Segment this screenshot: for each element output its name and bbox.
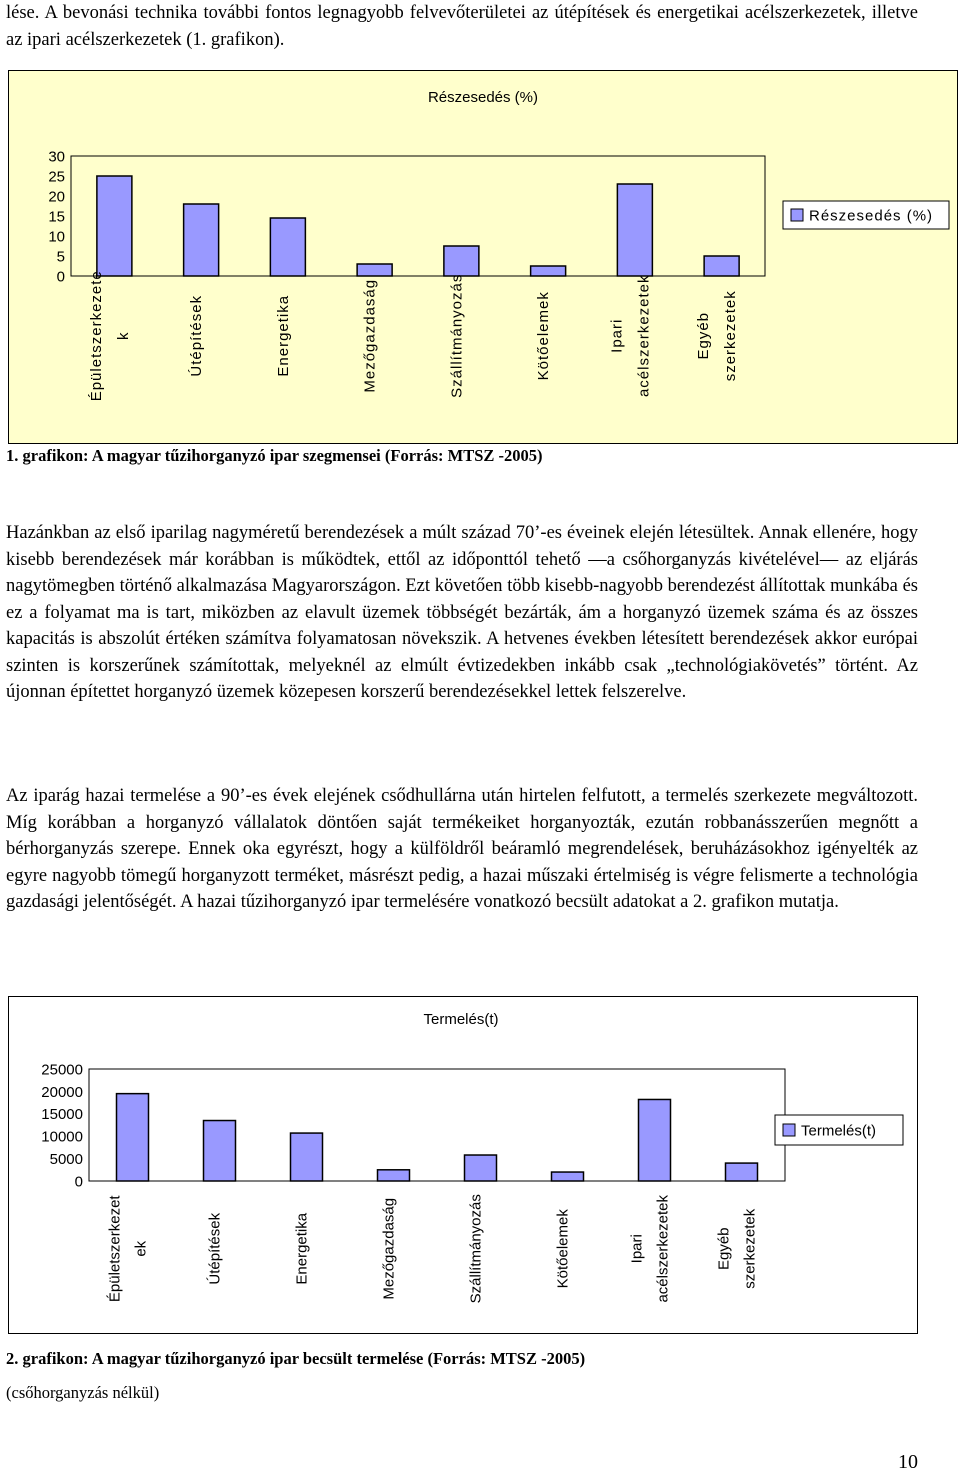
bar-7 xyxy=(617,184,652,276)
chart-title: Részesedés (%) xyxy=(427,89,539,106)
chart-2-svg xyxy=(9,997,917,1333)
chart-background xyxy=(9,71,957,443)
chart-1-caption: 1. grafikon: A magyar tűzihorganyzó ipar szegmensei (Forrás: MTSZ -2005) xyxy=(6,446,543,465)
x-category-label: Ipari xyxy=(628,1234,646,1264)
x-category-label: szerkezetek xyxy=(722,290,740,382)
y-tick-label: 10000 xyxy=(41,1128,83,1146)
bar-6 xyxy=(552,1172,584,1181)
x-category-label: acélszerkezetek xyxy=(635,274,653,398)
x-category-label: Épületszerkezet xyxy=(106,1195,124,1303)
y-tick-label: 15000 xyxy=(41,1106,83,1124)
intro-paragraph: lése. A bevonási technika további fontos legnagyobb felvevőterületei az útépítések és energetikai acélszerkezetek, illetve az ipari acélszerkezetek (1. grafikon). xyxy=(6,3,918,50)
x-category-label: Ipari xyxy=(608,318,626,353)
y-tick-label: 0 xyxy=(56,268,65,286)
chart-2-subcaption: (csőhorganyzás nélkül) xyxy=(6,1383,160,1402)
bar-2 xyxy=(184,204,219,276)
y-tick-label: 5000 xyxy=(49,1151,83,1168)
x-category-label: Mezőgazdaság xyxy=(380,1197,398,1300)
y-tick-label: 20 xyxy=(48,188,65,206)
bar-4 xyxy=(357,264,392,276)
y-tick-label: 25000 xyxy=(41,1061,83,1079)
x-category-label: k xyxy=(114,331,132,340)
x-category-label: Szállítmányozás xyxy=(467,1194,485,1304)
bar-3 xyxy=(270,218,305,276)
y-tick-label: 5 xyxy=(56,248,65,266)
y-tick-label: 25 xyxy=(48,168,65,186)
bar-1 xyxy=(97,176,132,276)
page-number: 10 xyxy=(898,1451,918,1473)
chart-title: Termelés(t) xyxy=(423,1011,499,1028)
bar-2 xyxy=(204,1121,236,1181)
y-tick-label: 30 xyxy=(48,148,65,166)
x-category-label: Egyéb xyxy=(695,311,713,360)
chart-1 xyxy=(8,70,958,444)
y-tick-label: 10 xyxy=(48,228,65,246)
bar-1 xyxy=(117,1094,149,1181)
x-category-label: acélszerkezetek xyxy=(654,1194,672,1303)
x-category-label: Épületszerkezete xyxy=(87,270,105,402)
bar-4 xyxy=(378,1170,410,1181)
x-category-label: Útépítések xyxy=(188,294,206,377)
x-category-label: Egyéb xyxy=(715,1227,733,1271)
chart-2-caption: 2. grafikon: A magyar tűzihorganyzó ipar becsült termelése (Forrás: MTSZ -2005) xyxy=(6,1349,586,1368)
y-tick-label: 20000 xyxy=(41,1083,83,1101)
bar-5 xyxy=(465,1155,497,1181)
x-category-label: Mezőgazdaság xyxy=(361,278,379,393)
x-category-label: Energetika xyxy=(293,1212,311,1285)
x-category-label: Kötőelemek xyxy=(535,291,553,381)
x-category-label: Útépítések xyxy=(206,1212,224,1285)
legend-label: Termelés(t) xyxy=(801,1122,877,1140)
chart-2 xyxy=(8,996,918,1334)
bar-5 xyxy=(444,246,479,276)
x-category-label: Kötőelemek xyxy=(554,1209,572,1289)
legend-swatch xyxy=(783,1124,795,1136)
x-category-label: ek xyxy=(132,1240,150,1257)
bar-7 xyxy=(639,1099,671,1181)
x-category-label: szerkezetek xyxy=(741,1208,759,1289)
legend-swatch xyxy=(791,209,803,221)
bar-8 xyxy=(704,256,739,276)
y-tick-label: 0 xyxy=(74,1173,83,1191)
paragraph-1: Hazánkban az első iparilag nagyméretű berendezések a múlt század 70’-es éveinek elején létesültek. Annak ellenére, hogy kisebb berendezések már korábban is működtek, ettől az időponttól tehető —a csőhorganyzás kivételével— az eljárás nagytömegben történő alkalmazása Magyarországon. Ezt követően több kisebb-nagyobb berendezést állítottak munkába és ez a folyamat ma is tart, miközben az elavult üzemek többségét bezárták, ám a horganyzó üzemek száma és az összes kapacitás is abszolút értéken számítva folyamatosan növekszik. A hetvenes években létesített berendezések akkor európai szinten is korszerűnek számítottak, melyeknél az elmúlt évtizedekben inkább csak „technológiakövetés” történt. Az újonnan építettet horganyzó üzemek közepesen korszerű berendezésekkel lettek felszerelve. xyxy=(6,523,918,702)
bar-8 xyxy=(726,1163,758,1181)
legend-label: Részesedés (%) xyxy=(809,207,934,225)
paragraph-2: Az iparág hazai termelése a 90’-es évek elejének csődhullárna után hirtelen felfutott, a termelés szerkezete megváltozott. Míg korábban a horganyzó vállalatok döntően saját termékeiket horganyozták, ezután robbanásszerűen megnőtt a bérhorganyzás szerepe. Ennek oka egyrészt, hogy a külföldről beáramló megrendelések, beruházásokhoz igényelték az egyre nagyobb tömegű horganyzott terméket, másrészt pedig, a hazai műszaki értelmiség is végre felismerte a technológia gazdasági jelentőségét. A hazai tűzihorganyzó ipar termelésére vonatkozó becsült adatokat a 2. grafikon mutatja. xyxy=(6,786,918,912)
x-category-label: Szállítmányozás xyxy=(448,273,466,398)
y-tick-label: 15 xyxy=(48,208,65,226)
bar-3 xyxy=(291,1133,323,1181)
bar-6 xyxy=(531,266,566,276)
chart-1-svg xyxy=(9,71,957,443)
x-category-label: Energetika xyxy=(274,294,292,377)
